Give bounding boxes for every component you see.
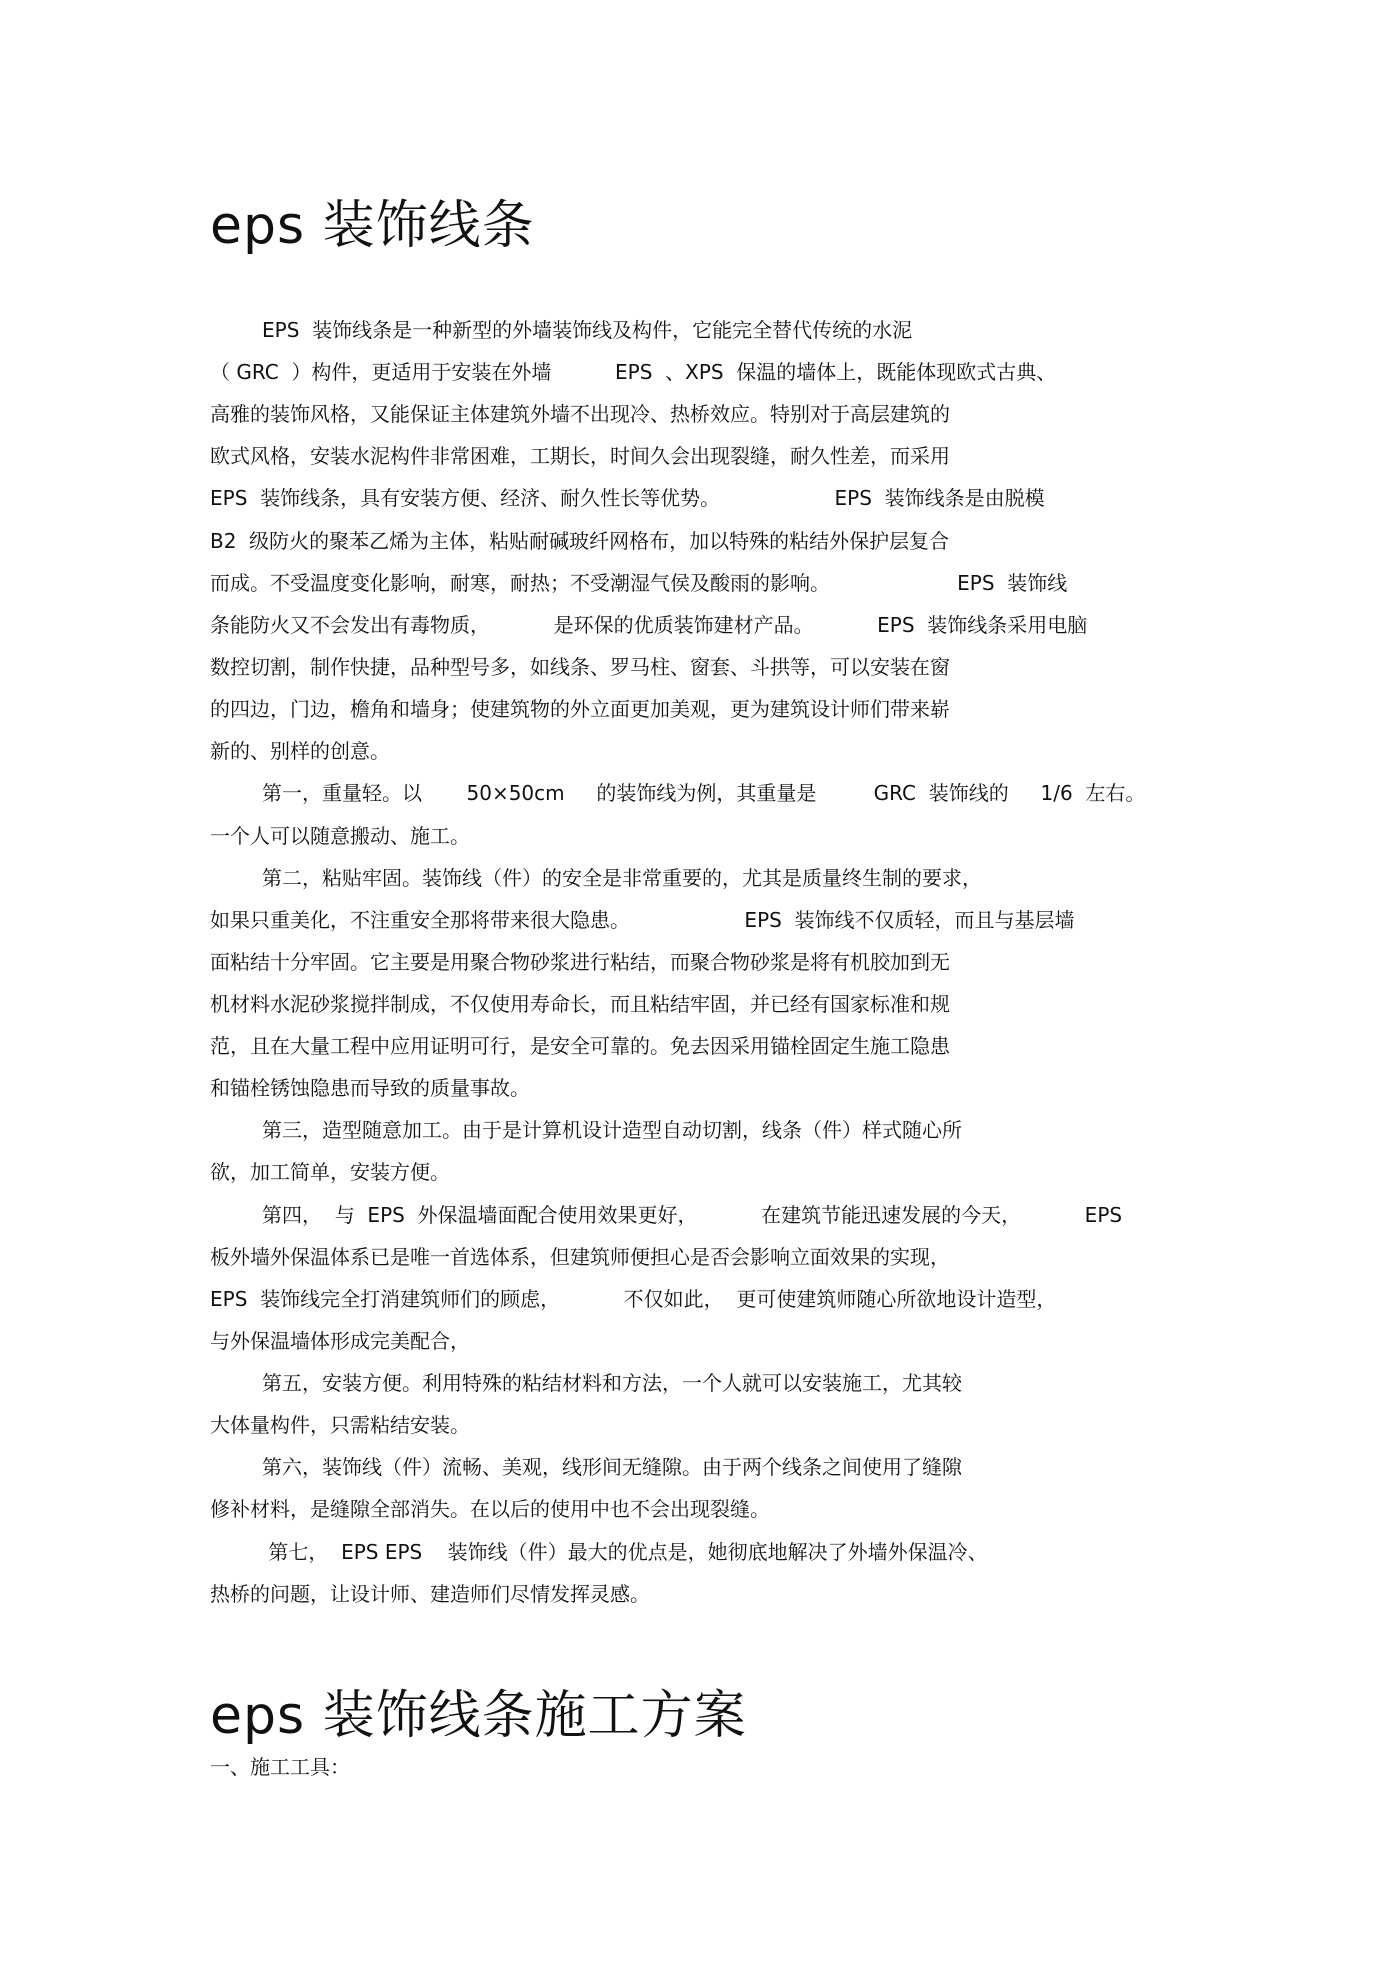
body-line: 第二，粘贴牢固。装饰线（件）的安全是非常重要的，尤其是质量终生制的要求， bbox=[262, 866, 982, 890]
body-line: 条能防火又不会发出有毒物质， 是环保的优质装饰建材产品。 EPS 装饰线条采用电脑 bbox=[210, 613, 1088, 637]
body-line: B2 级防火的聚苯乙烯为主体，粘贴耐碱玻纤网格布，加以特殊的粘结外保护层复合 bbox=[210, 529, 950, 553]
body-line: 欲，加工简单，安装方便。 bbox=[210, 1160, 450, 1184]
document-title: eps 装饰线条 bbox=[210, 196, 535, 256]
body-line: EPS 装饰线条，具有安装方便、经济、耐久性长等优势。 EPS 装饰线条是由脱模 bbox=[210, 486, 1045, 510]
body-line: 第四， 与 EPS 外保温墙面配合使用效果更好， 在建筑节能迅速发展的今天， EPS bbox=[262, 1203, 1123, 1227]
body-line: 修补材料，是缝隙全部消失。在以后的使用中也不会出现裂缝。 bbox=[210, 1497, 770, 1521]
body-line: 第六，装饰线（件）流畅、美观，线形间无缝隙。由于两个线条之间使用了缝隙 bbox=[262, 1455, 962, 1479]
body-line: 第一，重量轻。以 50×50cm 的装饰线为例，其重量是 GRC 装饰线的 1/6 左右。 bbox=[262, 781, 1146, 805]
body-line: 范，且在大量工程中应用证明可行，是安全可靠的。免去因采用锚栓固定生施工隐患 bbox=[210, 1034, 950, 1058]
body-line: EPS 装饰线完全打消建筑师们的顾虑， 不仅如此， 更可使建筑师随心所欲地设计造型， bbox=[210, 1287, 1057, 1311]
body-line: 板外墙外保温体系已是唯一首选体系，但建筑师便担心是否会影响立面效果的实现， bbox=[210, 1245, 950, 1269]
body-line: 如果只重美化，不注重安全那将带来很大隐患。 EPS 装饰线不仅质轻，而且与基层墙 bbox=[210, 908, 1075, 932]
body-line: 而成。不受温度变化影响，耐寒，耐热；不受潮湿气侯及酸雨的影响。 EPS 装饰线 bbox=[210, 571, 1068, 595]
body-line: 大体量构件，只需粘结安装。 bbox=[210, 1413, 470, 1437]
body-line: 第七， EPS EPS 装饰线（件）最大的优点是，她彻底地解决了外墙外保温冷、 bbox=[262, 1540, 988, 1564]
body-line: （ GRC ）构件，更适用于安装在外墙 EPS 、XPS 保温的墙体上，既能体现欧式古典、 bbox=[210, 360, 1057, 384]
body-line: 一个人可以随意搬动、施工。 bbox=[210, 824, 470, 848]
section-item: 一、施工工具： bbox=[210, 1755, 350, 1779]
body-line: 热桥的问题，让设计师、建造师们尽情发挥灵感。 bbox=[210, 1582, 650, 1606]
body-line: 新的、别样的创意。 bbox=[210, 739, 390, 763]
body-line: 数控切割，制作快捷，品种型号多，如线条、罗马柱、窗套、斗拱等，可以安装在窗 bbox=[210, 655, 950, 679]
body-line: 面粘结十分牢固。它主要是用聚合物砂浆进行粘结，而聚合物砂浆是将有机胶加到无 bbox=[210, 950, 950, 974]
body-line: 高雅的装饰风格，又能保证主体建筑外墙不出现冷、热桥效应。特别对于高层建筑的 bbox=[210, 402, 950, 426]
body-line: 机材料水泥砂浆搅拌制成，不仅使用寿命长，而且粘结牢固，并已经有国家标准和规 bbox=[210, 992, 950, 1016]
body-line: 的四边，门边，檐角和墙身；使建筑物的外立面更加美观，更为建筑设计师们带来崭 bbox=[210, 697, 950, 721]
body-line: 第三，造型随意加工。由于是计算机设计造型自动切割，线条（件）样式随心所 bbox=[262, 1118, 962, 1142]
body-line: 和锚栓锈蚀隐患而导致的质量事故。 bbox=[210, 1076, 530, 1100]
body-line: EPS 装饰线条是一种新型的外墙装饰线及构件，它能完全替代传统的水泥 bbox=[262, 318, 913, 342]
body-line: 与外保温墙体形成完美配合， bbox=[210, 1329, 470, 1353]
section-title: eps 装饰线条施工方案 bbox=[210, 1686, 747, 1746]
body-line: 欧式风格，安装水泥构件非常困难，工期长，时间久会出现裂缝，耐久性差，而采用 bbox=[210, 444, 950, 468]
body-line: 第五，安装方便。利用特殊的粘结材料和方法，一个人就可以安装施工，尤其较 bbox=[262, 1371, 962, 1395]
